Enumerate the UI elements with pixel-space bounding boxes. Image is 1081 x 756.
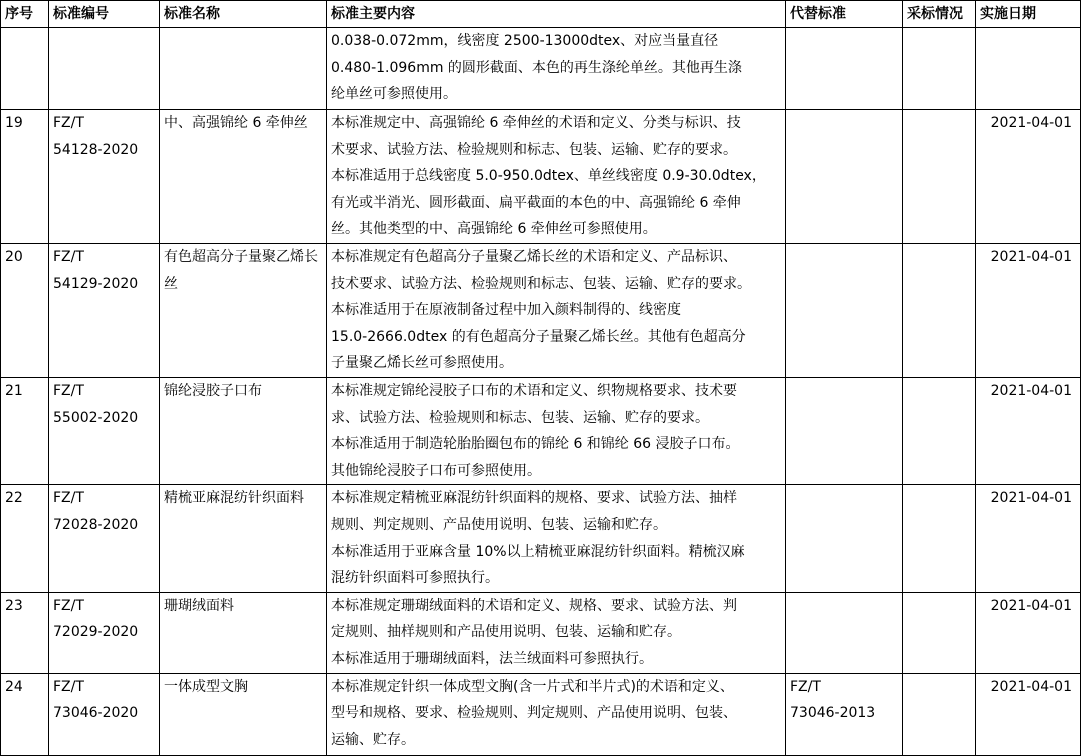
header-date: 实施日期 (976, 1, 1081, 28)
cell-code (49, 673, 160, 755)
code-line: 54128-2020 (53, 141, 139, 158)
content-line: 本标准规定珊瑚绒面料的术语和定义、规格、要求、试验方法、判 (331, 597, 737, 614)
cell-replace (786, 378, 903, 485)
replace-line: FZ/T (790, 678, 821, 695)
header-code: 标准编号 (49, 1, 160, 28)
code-line: FZ/T (53, 490, 84, 507)
table-row (1, 244, 1081, 378)
content-line: 本标准规定针织一体成型文胸(含一片式和半片式)的术语和定义、 (331, 678, 734, 695)
content-line: 纶单丝可参照使用。 (331, 86, 457, 103)
cell-date: 2021-04-01 (976, 485, 1081, 592)
header-name: 标准名称 (160, 1, 327, 28)
header-seq: 序号 (1, 1, 49, 28)
cell-adopt (903, 110, 976, 244)
table-row (1, 673, 1081, 755)
content-line: 本标准规定有色超高分子量聚乙烯长丝的术语和定义、产品标识、 (331, 249, 737, 265)
code-line: 55002-2020 (53, 409, 139, 426)
content-line: 15.0-2666.0dtex 的有色超高分子量聚乙烯长丝。其他有色超高分 (331, 328, 746, 345)
cell-replace (786, 485, 903, 592)
code-line: FZ/T (53, 678, 84, 695)
cell-content (327, 244, 786, 378)
code-line: FZ/T (53, 115, 84, 131)
cell-adopt (903, 378, 976, 485)
content-line: 规则、判定规则、产品使用说明、包装、运输和贮存。 (331, 516, 667, 533)
content-line: 0.038-0.072mm，线密度 2500-13000dtex、对应当量直径 (331, 33, 719, 49)
content-line: 本标准规定锦纶浸胶子口布的术语和定义、织物规格要求、技术要 (331, 383, 737, 399)
cell-seq: 24 (1, 673, 49, 755)
cell-seq: 23 (1, 592, 49, 673)
header-content: 标准主要内容 (327, 1, 786, 28)
cell-code (49, 28, 160, 110)
cell-name: 精梳亚麻混纺针织面料 (160, 485, 327, 592)
cell-content (327, 28, 786, 110)
cell-content (327, 592, 786, 673)
table-row (1, 485, 1081, 592)
cell-date: 2021-04-01 (976, 673, 1081, 755)
table-row (1, 592, 1081, 673)
cell-name: 中、高强锦纶 6 牵伸丝 (160, 110, 327, 244)
content-line: 有光或半消光、圆形截面、扁平截面的本色的中、高强锦纶 6 牵伸 (331, 194, 741, 211)
content-line: 运输、贮存。 (331, 731, 415, 748)
table-row-continued (1, 28, 1081, 110)
cell-adopt (903, 244, 976, 378)
replace-line: 73046-2013 (790, 705, 876, 722)
table-row (1, 378, 1081, 485)
cell-name: 锦纶浸胶子口布 (160, 378, 327, 485)
content-line: 本标准适用于总线密度 5.0-950.0dtex、单丝线密度 0.9-30.0dtex， (331, 168, 766, 185)
cell-replace (786, 673, 903, 755)
cell-seq: 21 (1, 378, 49, 485)
content-line: 技术要求、试验方法、检验规则和标志、包装、运输、贮存的要求。 (331, 275, 751, 292)
cell-date: 2021-04-01 (976, 378, 1081, 485)
cell-content (327, 378, 786, 485)
cell-replace (786, 244, 903, 378)
content-line: 本标准适用于亚麻含量 10%以上精梳亚麻混纺针织面料。精梳汉麻 (331, 543, 745, 560)
cell-replace (786, 110, 903, 244)
header-row (1, 1, 1081, 28)
cell-seq (1, 28, 49, 110)
code-line: FZ/T (53, 249, 84, 265)
cell-adopt (903, 673, 976, 755)
cell-adopt (903, 28, 976, 110)
cell-date: 2021-04-01 (976, 592, 1081, 673)
cell-seq: 20 (1, 244, 49, 378)
cell-replace (786, 28, 903, 110)
cell-adopt (903, 592, 976, 673)
cell-date: 2021-04-01 (976, 244, 1081, 378)
content-line: 定规则、抽样规则和产品使用说明、包装、运输和贮存。 (331, 624, 681, 641)
content-line: 子量聚乙烯长丝可参照使用。 (331, 355, 513, 372)
cell-name: 有色超高分子量聚乙烯长丝 (160, 244, 327, 378)
cell-code (49, 592, 160, 673)
content-line: 0.480-1.096mm 的圆形截面、本色的再生涤纶单丝。其他再生涤 (331, 59, 742, 76)
cell-adopt (903, 485, 976, 592)
code-line: 72029-2020 (53, 624, 139, 641)
cell-name: 珊瑚绒面料 (160, 592, 327, 673)
cell-content (327, 673, 786, 755)
content-line: 混纺针织面料可参照执行。 (331, 570, 499, 587)
content-line: 其他锦纶浸胶子口布可参照使用。 (331, 462, 541, 479)
header-replace: 代替标准 (786, 1, 903, 28)
content-line: 本标准规定中、高强锦纶 6 牵伸丝的术语和定义、分类与标识、技 (331, 115, 741, 131)
cell-name (160, 28, 327, 110)
cell-date (976, 28, 1081, 110)
cell-code (49, 485, 160, 592)
table-row (1, 110, 1081, 244)
code-line: FZ/T (53, 597, 84, 614)
code-line: 72028-2020 (53, 516, 139, 533)
content-line: 型号和规格、要求、检验规则、判定规则、产品使用说明、包装、 (331, 705, 737, 722)
cell-content (327, 485, 786, 592)
cell-code (49, 378, 160, 485)
cell-seq: 19 (1, 110, 49, 244)
header-adopt: 采标情况 (903, 1, 976, 28)
code-line: 73046-2020 (53, 705, 139, 722)
code-line: FZ/T (53, 383, 84, 399)
cell-name: 一体成型文胸 (160, 673, 327, 755)
cell-replace (786, 592, 903, 673)
content-line: 本标准适用于珊瑚绒面料，法兰绒面料可参照执行。 (331, 650, 653, 667)
cell-code (49, 244, 160, 378)
cell-date: 2021-04-01 (976, 110, 1081, 244)
content-line: 本标准规定精梳亚麻混纺针织面料的规格、要求、试验方法、抽样 (331, 490, 737, 507)
content-line: 求、试验方法、检验规则和标志、包装、运输、贮存的要求。 (331, 409, 709, 426)
cell-code (49, 110, 160, 244)
content-line: 本标准适用于在原液制备过程中加入颜料制得的、线密度 (331, 302, 681, 319)
cell-content (327, 110, 786, 244)
content-line: 术要求、试验方法、检验规则和标志、包装、运输、贮存的要求。 (331, 141, 737, 158)
content-line: 丝。其他类型的中、高强锦纶 6 牵伸丝可参照使用。 (331, 221, 657, 238)
code-line: 54129-2020 (53, 275, 139, 292)
content-line: 本标准适用于制造轮胎胎圈包布的锦纶 6 和锦纶 66 浸胶子口布。 (331, 436, 740, 453)
cell-seq: 22 (1, 485, 49, 592)
